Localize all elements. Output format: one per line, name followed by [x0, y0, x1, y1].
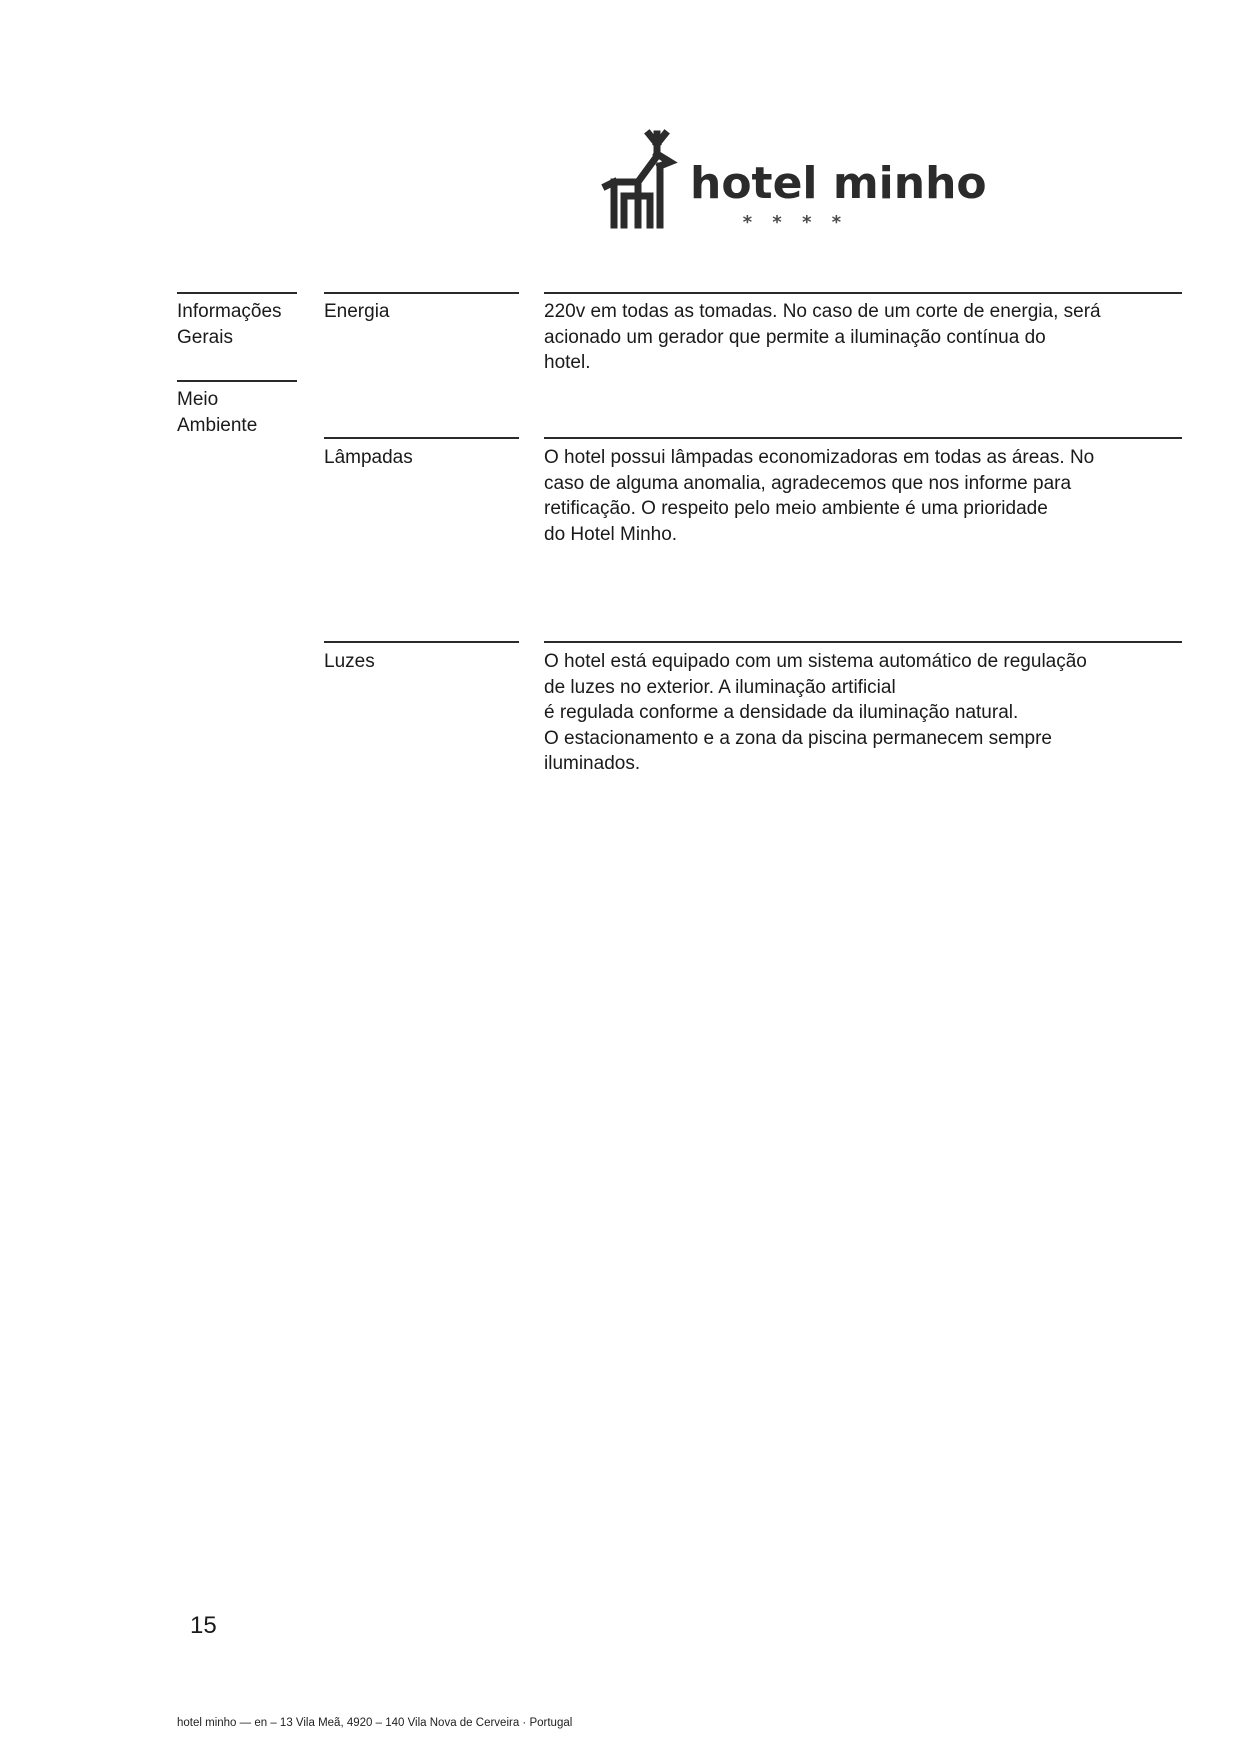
- deer-logo-icon: [600, 126, 987, 236]
- brand-name: hotel minho: [690, 158, 987, 209]
- sidebar-item-environment: Meio Ambiente: [177, 389, 258, 436]
- section-divider: [324, 292, 519, 294]
- hotel-logo: [600, 126, 987, 236]
- section-text-luzes: O hotel está equipado com um sistema automático de regulação de luzes no exterior. A iluminação artificial é regulada conforme a densidade da iluminação natural. O estacionamento e a zona da piscina permanecem sempre iluminados.: [544, 651, 1087, 774]
- section-divider: [544, 292, 1182, 294]
- sidebar-divider: [177, 380, 297, 382]
- sidebar-divider: [177, 292, 297, 294]
- section-divider: [544, 437, 1182, 439]
- footer-address: hotel minho — en – 13 Vila Meã, 4920 – 140 Vila Nova de Cerveira · Portugal: [177, 1717, 573, 1729]
- section-label-energia: Energia: [324, 301, 390, 322]
- section-text-energia: 220v em todas as tomadas. No caso de um corte de energia, será acionado um gerador que permite a iluminação contínua do hotel.: [544, 301, 1101, 373]
- section-divider: [544, 641, 1182, 643]
- section-label-lampadas: Lâmpadas: [324, 447, 413, 468]
- star-rating: * * * *: [742, 212, 846, 233]
- section-text-lampadas: O hotel possui lâmpadas economizadoras em todas as áreas. No caso de alguma anomalia, agradecemos que nos informe para retificação. O respeito pelo meio ambiente é uma prioridade do Hotel Minho.: [544, 447, 1095, 545]
- sidebar-item-general-info: Informações Gerais: [177, 301, 282, 348]
- page-number: 15: [190, 1612, 217, 1639]
- section-divider: [324, 437, 519, 439]
- section-label-luzes: Luzes: [324, 651, 375, 672]
- section-divider: [324, 641, 519, 643]
